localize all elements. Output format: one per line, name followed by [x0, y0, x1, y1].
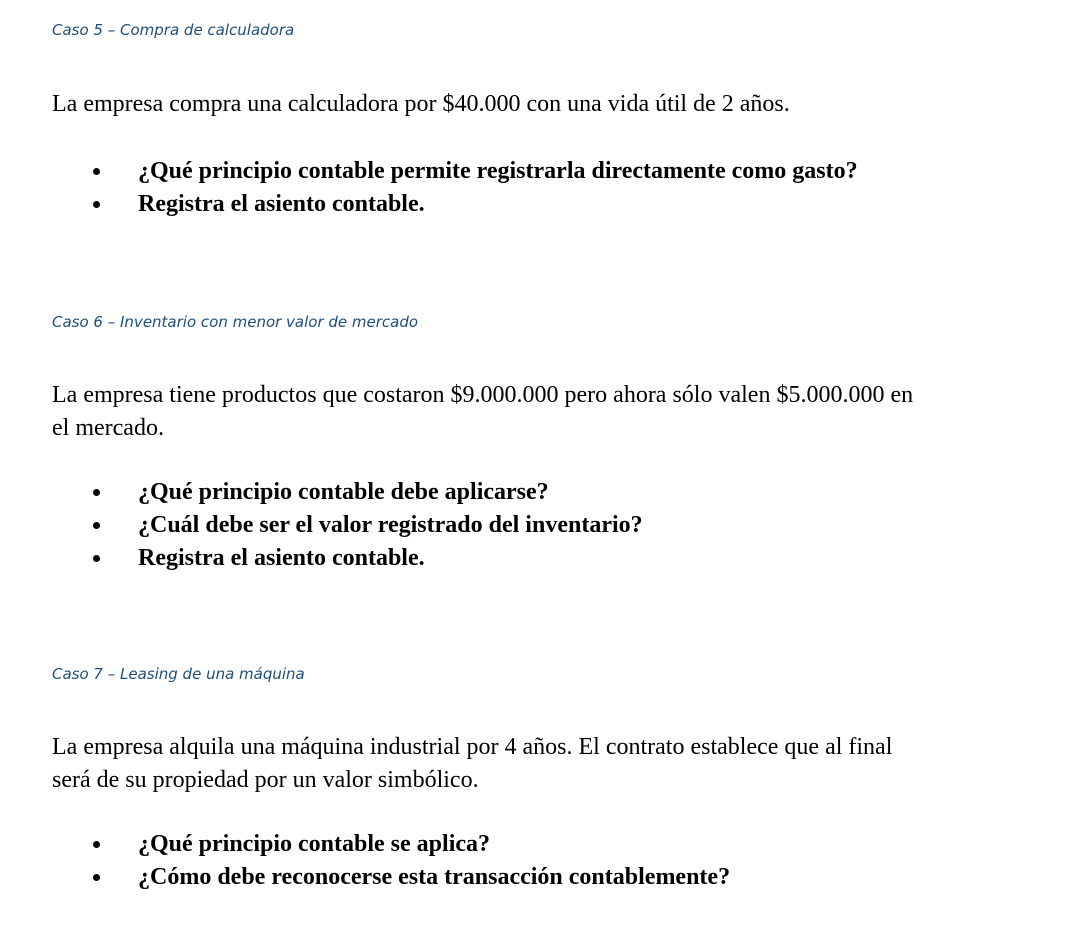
case-5-question-1: [92, 155, 858, 188]
case-7-paragraph-line-1: La empresa alquila una máquina industrial por 4 años. El contrato establece que al final: [52, 734, 893, 760]
bullet-icon: [93, 841, 100, 848]
bullet-icon: [93, 874, 100, 881]
case-6-paragraph-line-2: el mercado.: [52, 415, 164, 441]
case-6-question-list: [92, 476, 643, 575]
case-5-paragraph: [52, 88, 790, 121]
case-6-question-1: [92, 476, 643, 509]
case-7-paragraph-line-2: será de su propiedad por un valor simbólico.: [52, 767, 479, 793]
bullet-icon: [93, 555, 100, 562]
bullet-icon: [93, 522, 100, 529]
case-7-paragraph: [52, 731, 892, 797]
case-7-question-1: [92, 828, 730, 861]
case-5-question-1-text: ¿Qué principio contable permite registrarla directamente como gasto?: [138, 158, 858, 184]
case-6-question-3: [92, 542, 643, 575]
case-7-heading: Caso 7 – Leasing de una máquina: [52, 665, 305, 683]
case-6-heading: Caso 6 – Inventario con menor valor de mercado: [52, 313, 419, 331]
bullet-icon: [93, 489, 100, 496]
case-6-paragraph: [52, 379, 913, 445]
case-6-question-2: [92, 509, 643, 542]
bullet-icon: [93, 168, 100, 175]
case-7-question-2: [92, 861, 730, 894]
case-5-question-2-text: Registra el asiento contable.: [138, 191, 425, 217]
case-7-question-2-text: ¿Cómo debe reconocerse esta transacción contablemente?: [138, 864, 731, 890]
case-6-question-2-text: ¿Cuál debe ser el valor registrado del inventario?: [138, 512, 643, 538]
case-5-paragraph-line-1: La empresa compra una calculadora por $40.000 con una vida útil de 2 años.: [52, 91, 790, 117]
case-5-heading: Caso 5 – Compra de calculadora: [52, 21, 295, 39]
case-6-question-1-text: ¿Qué principio contable debe aplicarse?: [138, 479, 549, 505]
case-5-question-list: [92, 155, 858, 221]
bullet-icon: [93, 201, 100, 208]
case-6-question-3-text: Registra el asiento contable.: [138, 545, 425, 571]
case-7-question-1-text: ¿Qué principio contable se aplica?: [138, 831, 491, 857]
case-5-question-2: [92, 188, 858, 221]
case-7-question-list: [92, 828, 730, 894]
case-6-paragraph-line-1: La empresa tiene productos que costaron $9.000.000 pero ahora sólo valen $5.000.000 en: [52, 382, 914, 408]
